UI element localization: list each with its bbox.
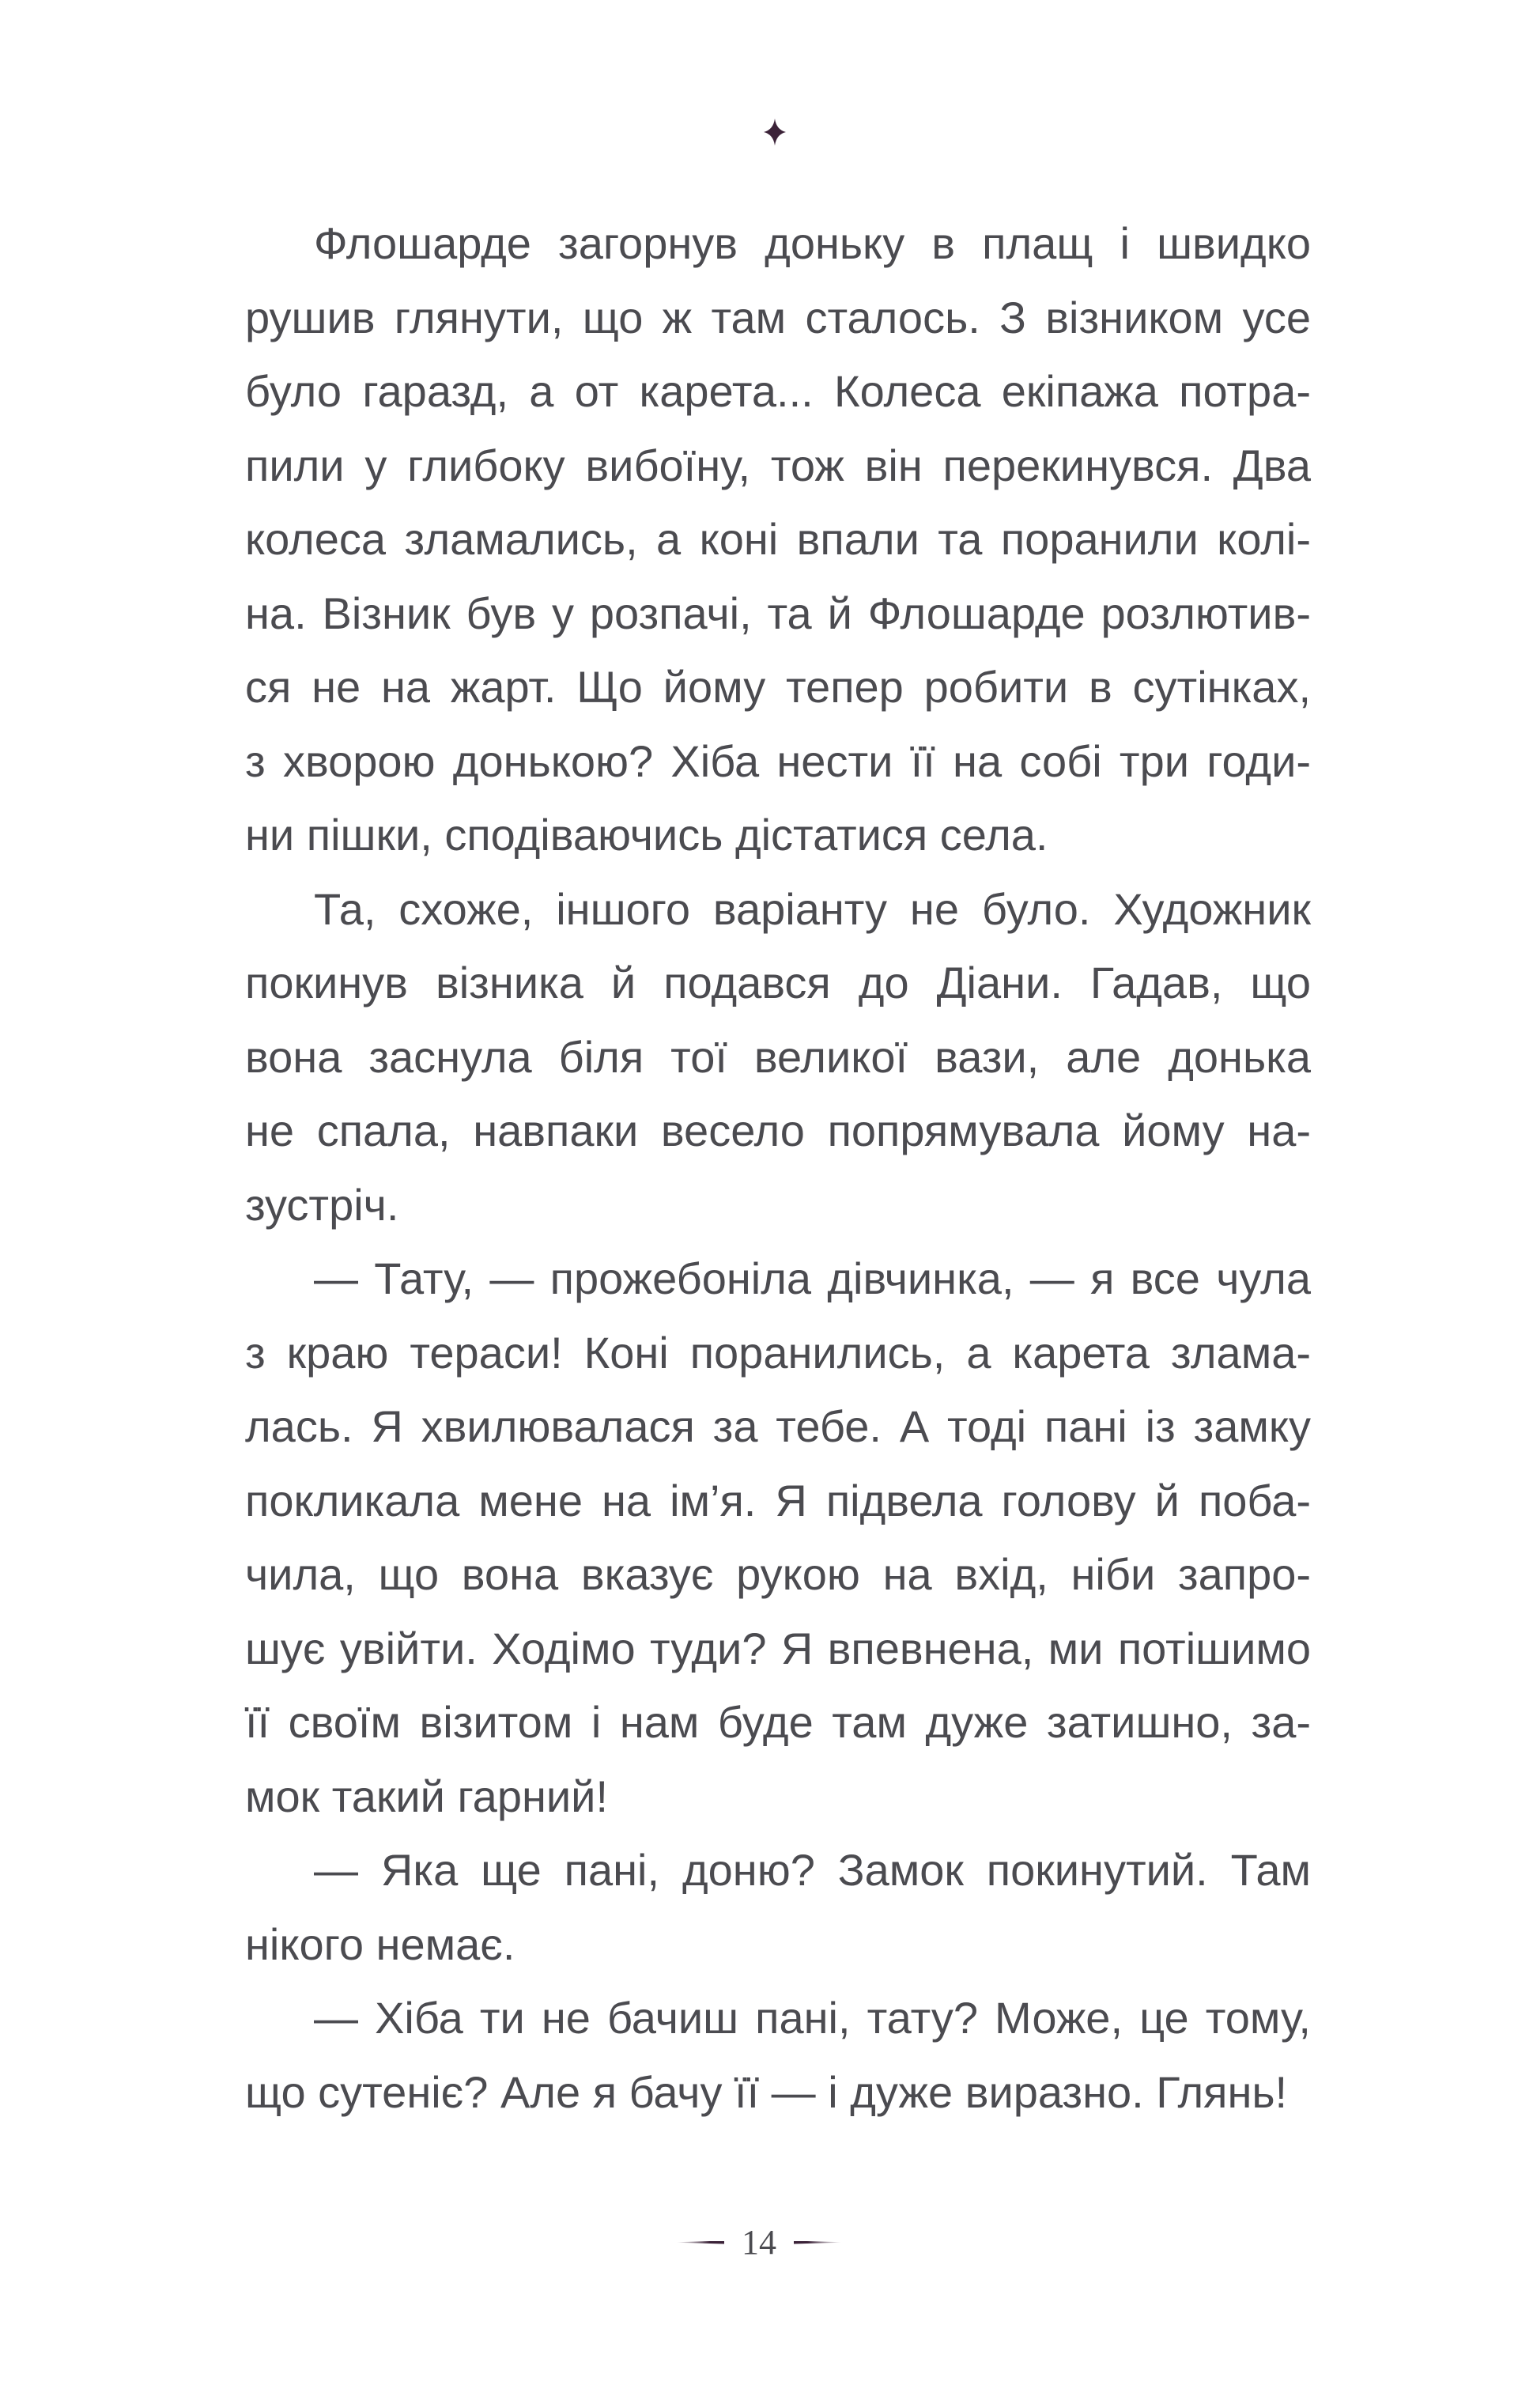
- four-point-star-icon: [764, 119, 786, 146]
- text-line: покинув візника й подався до Діани. Гадав, що: [245, 958, 1311, 1007]
- paragraph: [245, 878, 1311, 1248]
- text-line: — Хіба ти не бачиш пані, тату? Може, це тому,: [314, 1993, 1311, 2043]
- left-dash-ornament: [677, 2241, 724, 2244]
- paragraph: [245, 212, 1311, 878]
- text-line: нікого немає.: [245, 1918, 515, 1969]
- page-footer: [0, 2222, 1518, 2262]
- text-line: Та, схоже, іншого варіанту не було. Художник: [314, 883, 1311, 934]
- text-line: що сутеніє? Але я бачу її — і дуже виразно. Глянь!: [245, 2066, 1288, 2117]
- text-line: мок такий гарний!: [245, 1771, 609, 1821]
- text-line: з краю тераси! Коні поранились, а карета злама-: [245, 1327, 1311, 1378]
- text-line: чила, що вона вказує рукою на вхід, ніби запро-: [245, 1549, 1311, 1599]
- paragraph: [245, 1839, 1311, 1987]
- text-line: вона заснула біля тої великої вази, але донька: [245, 1031, 1311, 1082]
- text-line: ни пішки, сподіваючись дістатися села.: [245, 810, 1048, 860]
- text-line: рушив глянути, що ж там сталось. З візником усе: [245, 292, 1311, 342]
- paragraph: [245, 1247, 1311, 1839]
- text-line: колеса зламались, а коні впали та поранили колі-: [245, 514, 1311, 564]
- text-line: не спала, навпаки весело попрямувала йому на-: [245, 1106, 1311, 1155]
- text-line: пили у глибоку вибоїну, тож він перекинувся. Два: [245, 440, 1311, 490]
- text-line: Флошарде загорнув доньку в плащ і швидко: [314, 218, 1311, 268]
- text-line: з хворою донькою? Хіба нести її на собі три годи-: [245, 735, 1311, 786]
- text-line: покликала мене на ім’я. Я підвела голову й поба-: [245, 1475, 1311, 1525]
- text-line: її своїм візитом і нам буде там дуже затишно, за-: [245, 1697, 1311, 1747]
- text-line: — Яка ще пані, доню? Замок покинутий. Там: [314, 1845, 1311, 1895]
- text-line: зустріч.: [245, 1179, 399, 1230]
- body-text: [245, 212, 1311, 2134]
- text-line: було гаразд, а от карета... Колеса екіпажа потра-: [245, 366, 1311, 416]
- text-line: шує увійти. Ходімо туди? Я впевнена, ми потішимо: [245, 1623, 1311, 1673]
- text-line: ся не на жарт. Що йому тепер робити в сутінках,: [245, 662, 1311, 712]
- text-line: лась. Я хвилювалася за тебе. А тоді пані із замку: [245, 1401, 1311, 1451]
- right-dash-ornament: [794, 2241, 841, 2244]
- text-line: — Тату, — прожебоніла дівчинка, — я все чула: [314, 1253, 1311, 1303]
- paragraph: [245, 1987, 1311, 2134]
- page-number: 14: [742, 2223, 776, 2262]
- text-line: на. Візник був у розпачі, та й Флошарде розлютив-: [245, 588, 1311, 638]
